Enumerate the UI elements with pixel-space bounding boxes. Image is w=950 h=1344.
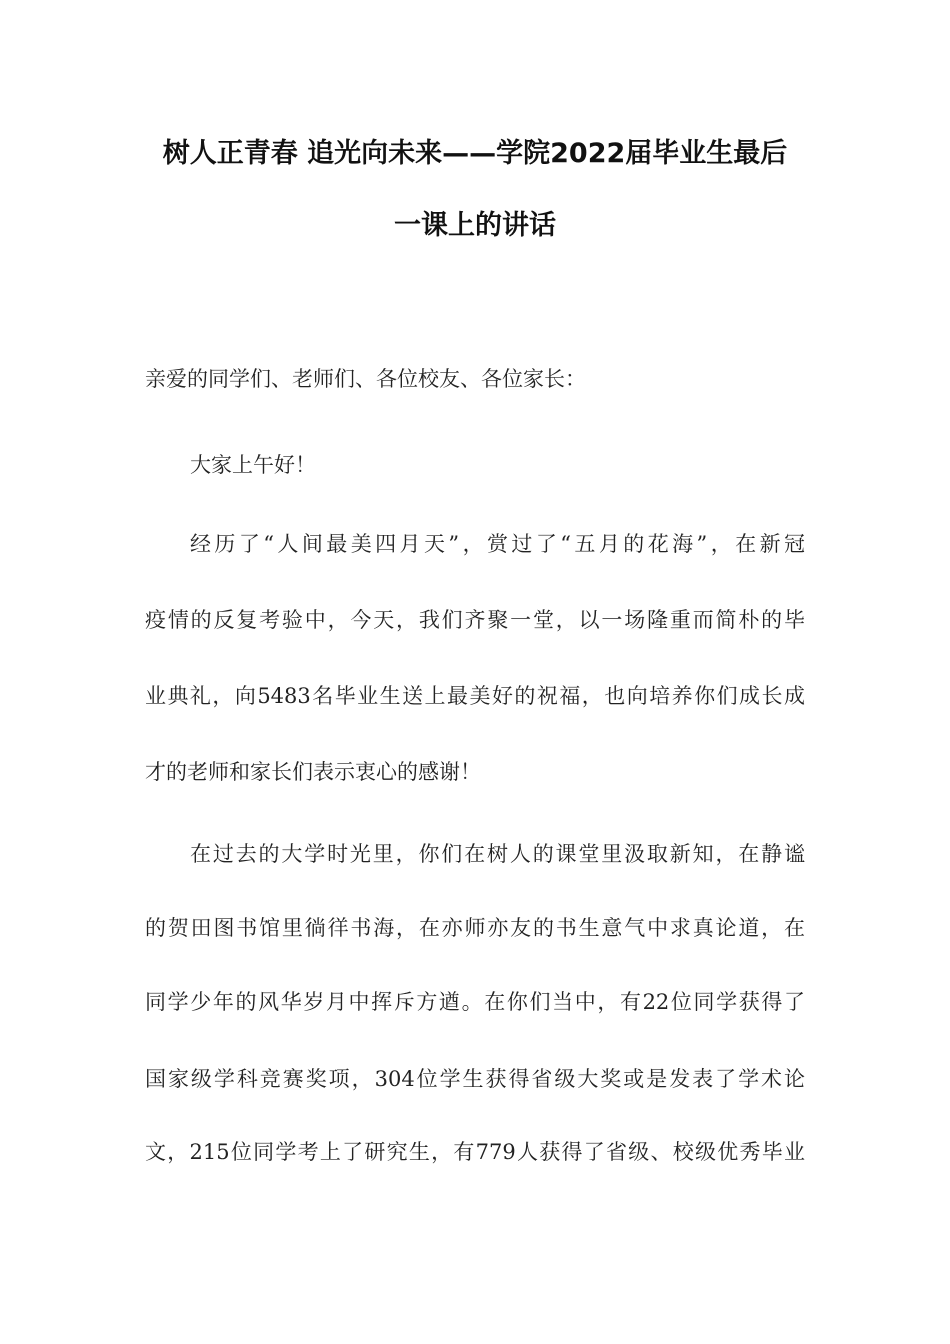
salutation: 亲爱的同学们、老师们、各位校友、各位家长： (145, 367, 586, 391)
paragraph-1-line-2: 疫情的反复考验中，今天，我们齐聚一堂，以一场隆重而简朴的毕 (145, 608, 805, 632)
paragraph-2-line-3: 同学少年的风华岁月中挥斥方遒。在你们当中，有22位同学获得了 (145, 990, 805, 1014)
paragraph-1-line-1: 经历了“人间最美四月天”，赏过了“五月的花海”，在新冠 (190, 532, 805, 556)
paragraph-2-line-2: 的贺田图书馆里徜徉书海，在亦师亦友的书生意气中求真论道，在 (145, 916, 805, 940)
document-title-line-2: 一课上的讲话 (394, 210, 556, 241)
paragraph-2-line-1: 在过去的大学时光里，你们在树人的课堂里汲取新知，在静谧 (190, 842, 805, 866)
paragraph-2-line-4: 国家级学科竞赛奖项，304位学生获得省级大奖或是发表了学术论 (145, 1067, 805, 1091)
paragraph-2-line-5: 文，215位同学考上了研究生，有779人获得了省级、校级优秀毕业 (145, 1140, 805, 1164)
paragraph-1-line-4: 才的老师和家长们表示衷心的感谢！ (145, 760, 481, 784)
paragraph-1-line-3: 业典礼，向5483名毕业生送上最美好的祝福，也向培养你们成长成 (145, 684, 805, 708)
greeting: 大家上午好！ (190, 453, 316, 477)
document-title-line-1: 树人正青春 追光向未来——学院2022届毕业生最后 (162, 138, 788, 169)
